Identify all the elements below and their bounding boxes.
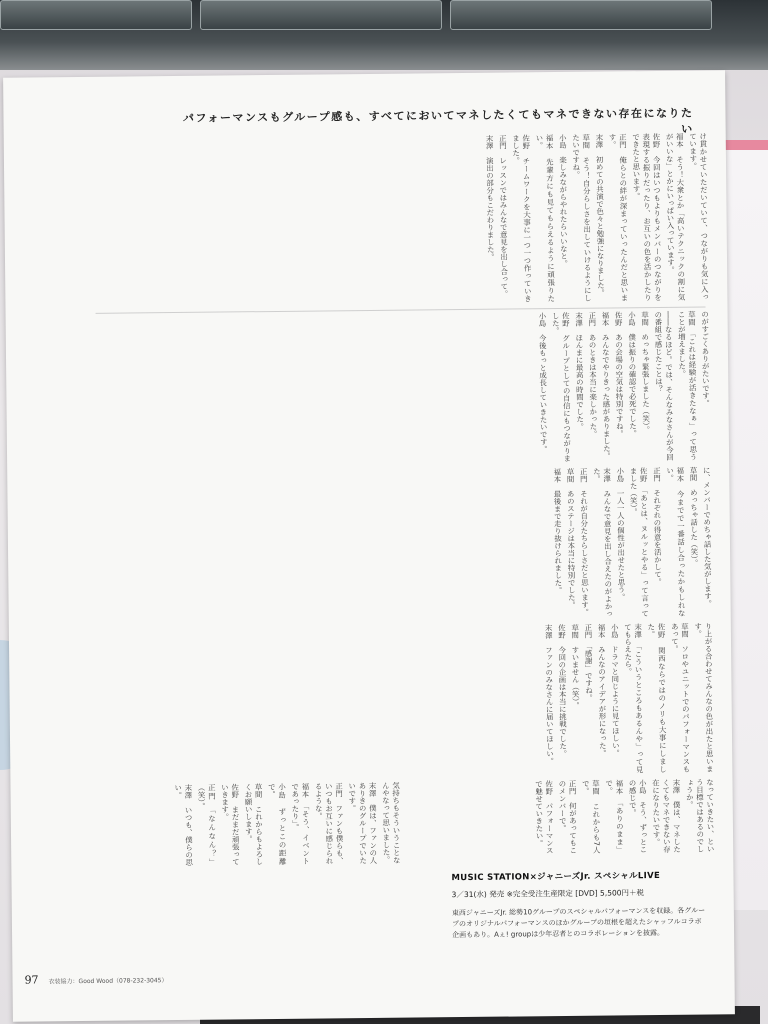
interview-paragraph: 福本 最後まで走り抜けられました。 — [552, 467, 564, 594]
interview-paragraph: 福本 先輩方にも見てもらえるように頑張りたい。 — [534, 134, 556, 303]
text-tier-4 — [123, 622, 715, 778]
interview-paragraph: 福本 今までで一番話し合ったかもしれない。 — [665, 466, 687, 617]
interview-paragraph: 小島 一人一人の個性が出せたと思う。 — [615, 467, 627, 601]
interview-paragraph: 福本 そう！大衆とか「高いテクニックの割に気がいいな」とかにいっぱい入っています。 — [665, 132, 687, 301]
interview-paragraph: 末澤 ファンのみなさんに届いてほしい。 — [544, 624, 555, 765]
text-tier-5 — [110, 782, 401, 867]
interview-paragraph: 正門 「感謝」ですね。 — [583, 623, 594, 702]
text-tier-2 — [120, 310, 712, 466]
disc-case — [450, 0, 712, 30]
interview-paragraph: 草間 そう！自分らしさを出していけるようにしたいですね。 — [571, 133, 593, 302]
interview-paragraph: 正門 あのときは本当に楽しかった。 — [587, 311, 599, 438]
interview-paragraph: 福本 「そう、イベントであったり」。 — [290, 782, 311, 865]
interview-paragraph: り上がる合わせてみんなの色が出たと思います。 — [693, 622, 715, 773]
release-title: MUSIC STATION×ジャニーズJr. スペシャルLIVE — [451, 870, 661, 884]
interview-paragraph: 正門 何があってもこのメンバーで。 — [557, 779, 578, 854]
interview-paragraph: 気持ちもそういうことなんやなって思いました。 — [381, 781, 402, 864]
interview-paragraph: 小島 ドラマと同じように見てほしい。 — [610, 623, 621, 757]
page-headline: パフォーマンスもグループ感も、すべてにおいてマネしたくてもマネできない存在になりたい — [182, 106, 694, 136]
interview-paragraph: 佐野 まだまだ頑張っていきます。 — [220, 783, 241, 866]
text-tier-1 — [118, 132, 710, 306]
interview-paragraph: ――なるほど。では、そんなみなさんが今回の番組で感じたことは？ — [653, 310, 675, 461]
interview-paragraph: 末澤 いつも、僕らの思い。 — [173, 783, 194, 866]
costume-credit: 衣装協力：Good Wood（078-232-3045） — [48, 977, 168, 986]
interview-paragraph: 佐野 「あとは、ヌルッとやる」って言ってました（笑）。 — [628, 467, 650, 618]
interview-paragraph: なっていきたい、という目標ではあるのでしょうか。 — [685, 778, 716, 853]
interview-paragraph: 佐野 今回はいつもよりもメンバーのつながりを表現する振りだったり、お互いの色を活かしたりできたと思います。 — [631, 132, 663, 302]
text-tier-3 — [121, 466, 713, 622]
interview-paragraph: 末澤 演出の部分もこだわりました。 — [485, 134, 496, 261]
interview-paragraph: 小島 僕は振りの確認で必死でした。 — [627, 311, 638, 438]
interview-paragraph: 佐野 関西ならではのノリも大事にしました。 — [646, 622, 668, 773]
disc-case — [200, 0, 442, 30]
interview-paragraph: 正門 ファンも僕らも、いつもお互いに感じられるような。 — [314, 782, 345, 865]
interview-paragraph: 末澤 みんなで意見を出し合えたのがよかった。 — [592, 467, 614, 618]
interview-paragraph: 草間 すいません（笑）。 — [570, 623, 581, 709]
interview-paragraph: 佐野 あの会場の空気は特別ですね。 — [614, 311, 625, 438]
text-tier-6 — [434, 778, 715, 855]
interview-paragraph: 草間 ソロやユニットでのパフォーマンスもあって。 — [670, 622, 691, 773]
interview-paragraph: 佐野 今回の企画は本当に挑戦でした。 — [557, 623, 568, 758]
interview-paragraph: 正門 俺らとの絆が深まっていったんだと思います。 — [608, 133, 630, 302]
interview-paragraph: 正門 それぞれの得意を活かして。 — [652, 466, 663, 586]
interview-paragraph: 小島 今後もっと成長していきたいです。 — [537, 312, 549, 453]
interview-paragraph: 草間 あのステージは本当に特別でした。 — [565, 467, 577, 609]
interview-paragraph: 正門 「なんなん？」（笑）。 — [197, 783, 218, 866]
interview-paragraph: 福本 「ありのまま」で。 — [604, 779, 625, 854]
interview-paragraph: 草間 これからも7人で。 — [581, 779, 602, 854]
interview-paragraph: 草間 めっちゃ話した（笑）。 — [688, 466, 700, 567]
interview-paragraph: 正門 レッスンではみんなで意見を出し合って。 — [498, 134, 509, 298]
interview-paragraph: 末澤 僕は、ファンの人ありきのグループでいたいです。 — [347, 781, 378, 865]
interview-paragraph: 正門 それが自分たちらしさだと思います。 — [579, 467, 590, 616]
interview-paragraph: のがすごくありがたいです。 — [700, 310, 711, 407]
interview-paragraph: に、メンバーでめちゃ話した気がします。 — [702, 466, 713, 608]
release-info-box — [443, 858, 714, 997]
page-number: 97 — [24, 973, 39, 987]
interview-paragraph: 草間 これからもよろしくお願いします。 — [243, 783, 264, 866]
interview-paragraph: 福本 みんなのアイデアが形になった。 — [596, 623, 608, 757]
interview-paragraph: 草間 「これは経験が活きたなぁ」って思うことが増えました。 — [677, 310, 698, 461]
interview-paragraph: 末澤 ほんまに最高の時間でした。 — [574, 311, 585, 431]
interview-paragraph: 草間 めっちゃ緊張しました（笑）。 — [640, 311, 651, 434]
interview-paragraph: け貫かせていただいていて、つながりも気に入っています。 — [688, 132, 710, 301]
disc-case — [0, 0, 192, 30]
interview-paragraph: 小島 ずっとこの距離で。 — [267, 782, 288, 865]
interview-paragraph: 佐野 パフォーマンスで魅せていきたい。 — [534, 780, 555, 855]
interview-paragraph: 小島 楽しみながらやれたらいいなと。 — [558, 133, 569, 268]
magazine-page — [3, 70, 735, 1022]
interview-paragraph: 福本 みんなでやりきった感がありました。 — [600, 311, 612, 460]
interview-paragraph: 末澤 初めての共演で色々と勉強になりました。 — [594, 133, 606, 297]
release-date-price: 3／31(水) 発売 ※完全受注生産限定 [DVD] 5,500円＋税 — [451, 888, 645, 900]
interview-paragraph: 佐野 チームワークを大事に一つ一つ作っていきました。 — [511, 134, 533, 303]
interview-paragraph: 佐野 グループとしての自信にもつながりました。 — [551, 311, 572, 462]
release-description: 東西ジャニーズJr. 総勢10グループのスペシャルパフォーマンスを収録。各グループのオリジナルパフォーマンスのほかグループの垣根を超えたシャッフルコラボ企画もあり。Aぇ! groupは少年忍者とのコラボレーションを披露。 — [451, 906, 706, 940]
interview-paragraph: 小島 そう、ずっとこの感じで。 — [628, 779, 649, 854]
interview-paragraph: 末澤 「こういうところもあるんや」って見てもらえたら。 — [623, 623, 645, 774]
interview-paragraph: 末澤 僕は、マネしたくてもマネできない存在になりたいです。 — [651, 778, 682, 853]
